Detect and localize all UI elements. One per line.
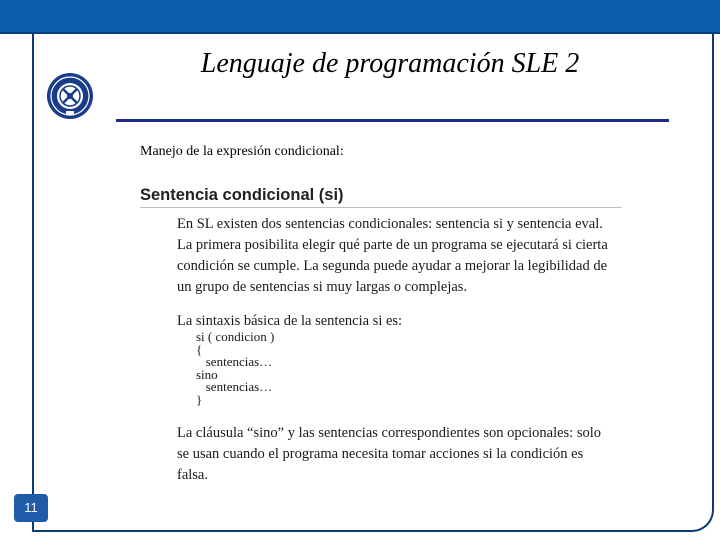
text-line: La cláusula “sino” y las sentencias correspondientes son opcionales: solo [177, 425, 602, 441]
code-block [196, 331, 274, 406]
intro-text: Manejo de la expresión condicional: [140, 144, 344, 159]
text-line: se usan cuando el programa necesita tomar acciones si la condición es [177, 446, 584, 462]
text-line: condición se cumple. La segunda puede ayudar a mejorar la legibilidad de [177, 258, 608, 274]
code-line: sentencias… [196, 379, 273, 394]
university-seal-icon [46, 72, 94, 120]
code-line: si ( condicion ) [196, 329, 275, 344]
heading-divider [140, 207, 622, 208]
code-line: sino [196, 366, 218, 382]
paragraph-optional [177, 423, 637, 486]
text-line: En SL existen dos sentencias condicionales: sentencia si y sentencia eval. [177, 216, 603, 232]
slide-title: Lenguaje de programación SLE 2 [200, 48, 580, 79]
code-line: } [196, 391, 203, 407]
paragraph-syntax: La sintaxis básica de la sentencia si es: [177, 313, 403, 329]
text-line: La primera posibilita elegir qué parte de un programa se ejecutará si cierta [177, 237, 608, 253]
paragraph-intro [177, 214, 637, 298]
text-line: falsa. [177, 467, 208, 483]
code-line: sentencias… [196, 354, 273, 369]
title-divider [116, 119, 669, 122]
top-bar [0, 0, 720, 34]
section-heading: Sentencia condicional (si) [140, 186, 344, 204]
code-line: { [196, 341, 203, 357]
text-line: un grupo de sentencias si muy largas o complejas. [177, 279, 468, 295]
page-number-badge: 11 [14, 494, 48, 522]
